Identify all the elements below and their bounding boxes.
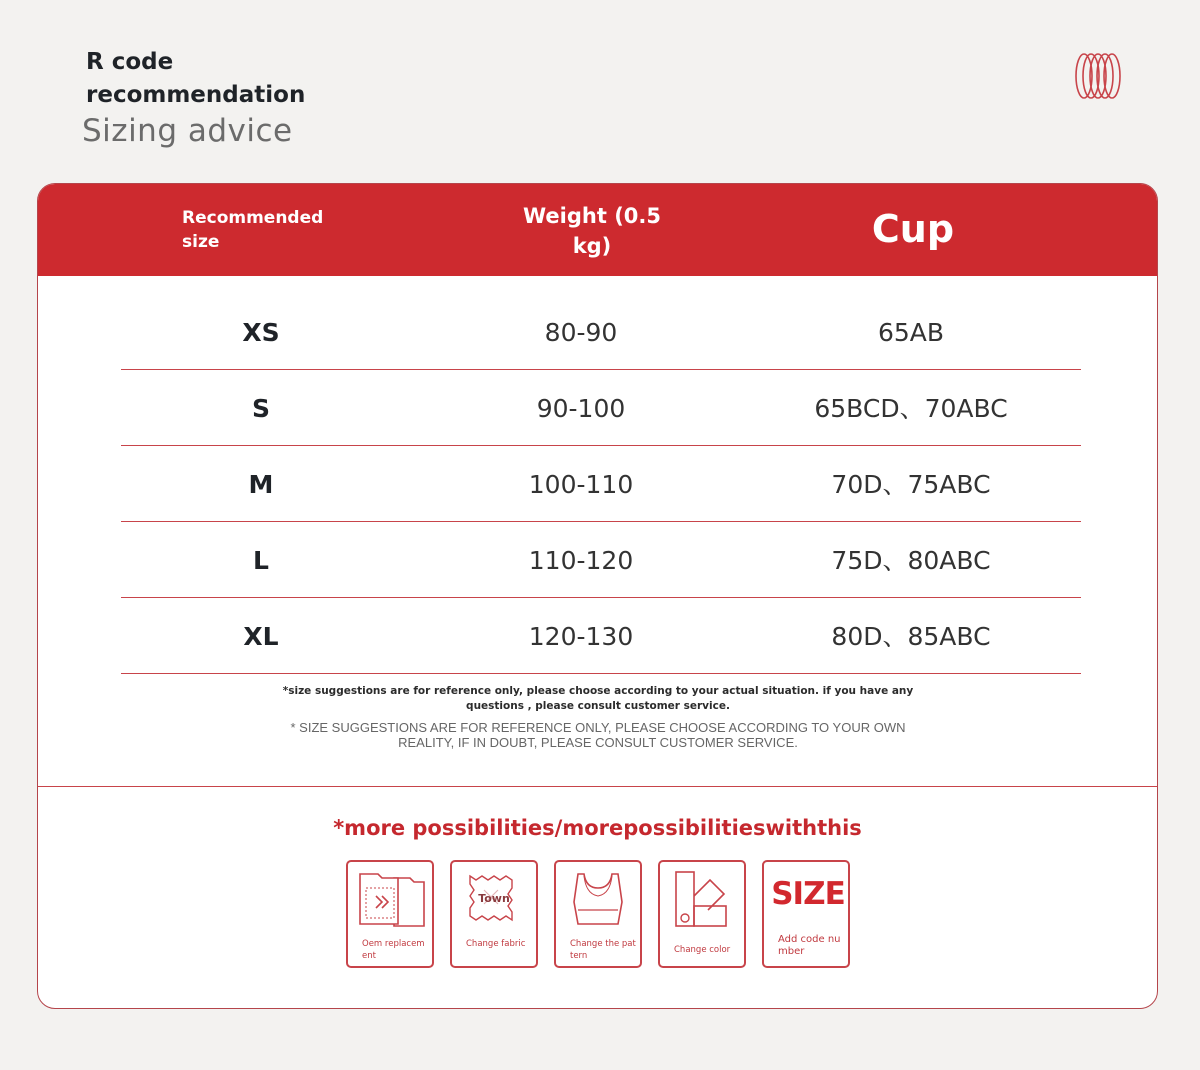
table-row bbox=[121, 370, 1081, 446]
tile-label: Change color bbox=[674, 945, 731, 955]
tile-label: Change fabric bbox=[466, 939, 526, 949]
more-possibilities-heading: *more possibilities/morepossibilitieswiththis bbox=[333, 816, 862, 840]
tile-change-pattern bbox=[554, 860, 642, 968]
color-icon bbox=[666, 866, 738, 932]
cup-cell: 65BCD、70ABC bbox=[814, 394, 1008, 423]
tile-label: Oem replacement bbox=[362, 939, 425, 961]
size-cell: M bbox=[248, 470, 274, 499]
tile-label: Change the pattern bbox=[570, 939, 636, 961]
size-note-uppercase: * SIZE SUGGESTIONS ARE FOR REFERENCE ONLY, PLEASE CHOOSE ACCORDING TO YOUR OWN REALITY, IF IN DOUBT, PLEASE CONSULT CUSTOMER SERVICE. bbox=[290, 720, 906, 750]
tile-change-fabric bbox=[450, 860, 538, 968]
size-icon: SIZE bbox=[771, 876, 845, 912]
cup-cell: 70D、75ABC bbox=[831, 470, 991, 499]
size-cell: S bbox=[251, 394, 270, 423]
size-chart-card bbox=[37, 183, 1158, 1009]
weight-cell: 80-90 bbox=[544, 318, 618, 347]
column-header-size: Recommended size bbox=[182, 208, 324, 252]
cup-cell: 65AB bbox=[877, 318, 945, 347]
size-table-body bbox=[121, 294, 1081, 674]
tile-oem-replacement bbox=[346, 860, 434, 968]
fabric-icon bbox=[458, 866, 530, 932]
size-cell: XS bbox=[242, 318, 280, 347]
rings-icon bbox=[1072, 50, 1124, 102]
column-header-cup: Cup bbox=[871, 207, 955, 251]
size-note: *size suggestions are for reference only, please choose according to your actual situation. if you have any questions , please consult customer service. bbox=[282, 685, 914, 712]
tile-add-code-number bbox=[762, 860, 850, 968]
table-row bbox=[121, 446, 1081, 522]
size-cell: L bbox=[253, 546, 269, 575]
tile-label: Add code number bbox=[778, 934, 841, 957]
size-cell: XL bbox=[243, 622, 279, 651]
cup-cell: 80D、85ABC bbox=[831, 622, 991, 651]
cup-cell: 75D、80ABC bbox=[831, 546, 991, 575]
weight-cell: 110-120 bbox=[528, 546, 634, 575]
table-header bbox=[38, 184, 1157, 276]
weight-cell: 120-130 bbox=[528, 622, 634, 651]
table-row bbox=[121, 522, 1081, 598]
column-header-weight: Weight (0.5 kg) bbox=[523, 204, 661, 258]
weight-cell: 90-100 bbox=[536, 394, 626, 423]
weight-cell: 100-110 bbox=[528, 470, 634, 499]
table-row bbox=[121, 598, 1081, 674]
oem-replace-icon bbox=[354, 866, 426, 932]
tile-change-color bbox=[658, 860, 746, 968]
fabric-icon-text: Town bbox=[478, 892, 510, 905]
service-tiles bbox=[346, 860, 866, 972]
section-divider bbox=[38, 786, 1157, 787]
page-subtitle: Sizing advice bbox=[82, 113, 293, 149]
page-title: R code recommendation bbox=[86, 49, 306, 108]
pattern-icon bbox=[562, 866, 634, 932]
table-row bbox=[121, 294, 1081, 370]
